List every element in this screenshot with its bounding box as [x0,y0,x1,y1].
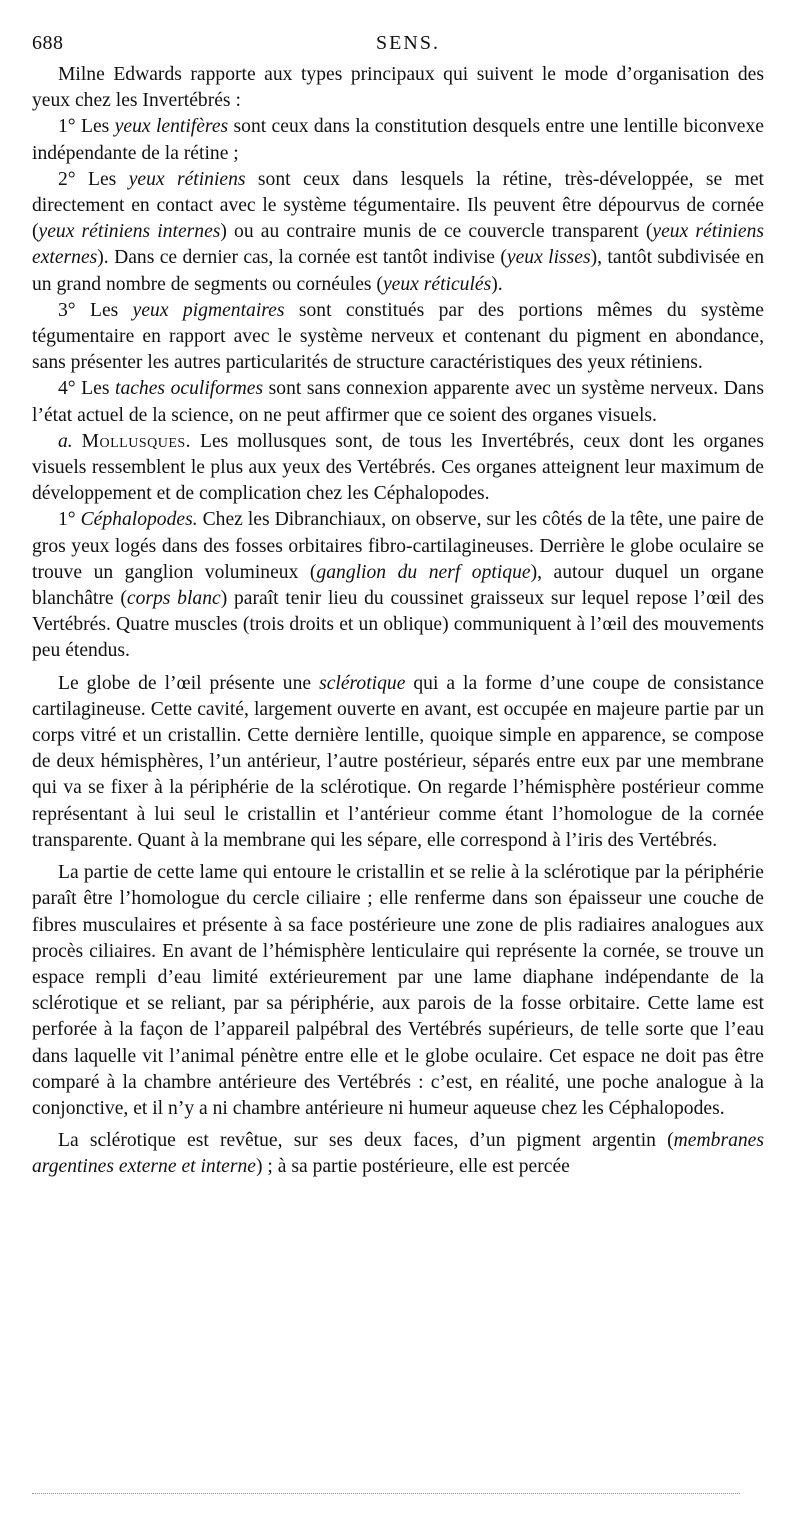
term-membranes-argentines: membranes argentines externe et interne [32,1130,764,1178]
paragraph-cephalopodes: 1° Céphalopodes. Chez les Dibranchiaux, on observe, sur les côtés de la tête, une paire de gros yeux logés dans des fosses orbitaires fibro-cartilagineuses. Derrière le globe oculaire se trouve un ganglion volumineux (ganglion du nerf optique), autour duquel un organe blanchâtre (corps blanc) paraît tenir lieu du coussinet graisseux sur lequel repose l’œil des Vertébrés. Quatre muscles (trois droits et un oblique) communiquent à l’œil des mouvements peu étendus. [32,509,764,662]
term-yeux-retiniens-externes: yeux rétiniens externes [32,221,764,269]
term-yeux-lisses: yeux lisses [506,247,591,269]
term-taches-oculiformes: taches oculiformes [115,378,264,400]
page-number: 688 [32,32,64,54]
running-head: SENS. [376,32,440,54]
paragraph-yeux-pigmentaires: 3° Les yeux pigmentaires sont constitués par des portions mêmes du système tégumentaire en rapport avec le système nerveux et contenant du pigment en abondance, sans présenter les autres particularités de structure caractéristiques des yeux rétiniens. [32,299,765,374]
paragraph-yeux-lentiferes: 1° Les yeux lentifères sont ceux dans la constitution desquels entre une lentille biconvexe indépendante de la rétine ; [32,116,764,164]
term-ganglion-du-nerf-optique: ganglion du nerf optique [316,561,531,583]
paragraph-globe-oeil: Le globe de l’œil présente une sclérotique qui a la forme d’une coupe de consistance cartilagineuse. Cette cavité, largement ouverte en avant, est occupée en majeure partie par un corps vitré et un cristallin. Cette dernière lentille, quoique simple en apparence, se compose de deux hémisphères, l’un antérieur, l’autre postérieur, séparés entre eux par une membrane qui va se fixer à la périphérie de la sclérotique. On regarde l’hémisphère postérieur comme représentant à lui seul le cristallin et l’antérieur comme étant l’homologue de la cornée transparente. Quant à la membrane qui les sépare, elle correspond à l’iris des Vertébrés. [32,672,764,851]
term-yeux-retiniens-internes: yeux rétiniens internes [38,221,221,243]
paragraph-mollusques: a. Mollusques. Les mollusques sont, de tous les Invertébrés, ceux dont les organes visuels ressemblent le plus aux yeux des Vertébrés. Ces organes atteignent leur maximum de développement et de complication chez les Céphalopodes. [32,430,765,505]
term-yeux-lentiferes: yeux lentifères [114,116,229,138]
section-heading-cephalopodes: Céphalopodes. [80,509,198,531]
footer-rule [32,1493,740,1494]
term-corps-blanc: corps blanc [126,588,221,610]
section-letter: a. [58,430,73,452]
page-header [32,28,764,62]
body-text [32,62,764,1181]
term-sclerotique: sclérotique [319,672,406,694]
term-yeux-pigmentaires: yeux pigmentaires [132,299,285,321]
paragraph-taches-oculiformes: 4° Les taches oculiformes sont sans connexion apparente avec un système nerveux. Dans l’état actuel de la science, on ne peut affirmer que ce soient des organes visuels. [32,378,764,426]
term-yeux-reticules: yeux réticulés [382,273,492,295]
paragraph-cercle-ciliaire: La partie de cette lame qui entoure le cristallin et se relie à la sclérotique par la périphérie paraît être l’homologue du cercle ciliaire ; elle renferme dans son épaisseur une couche de fibres musculaires et présente à sa face postérieure une zone de plis radiaires analogues aux procès ciliaires. En avant de l’hémisphère lenticulaire qui représente la cornée, se trouve un espace rempli d’eau limité extérieurement par une lame diaphane indépendante de la sclérotique et se reliant, par sa périphérie, aux parois de la fosse orbitaire. Cette lame est perforée à la façon de l’appareil palpébral des Vertébrés supérieurs, de telle sorte que l’eau dans laquelle vit l’animal pénètre entre elle et le globe oculaire. Cet espace ne doit pas être comparé à la chambre antérieure des Vertébrés : c’est, en réalité, une poche analogue à la conjonctive, et il n’y a ni chambre antérieure ni humeur aqueuse chez les Céphalopodes. [32,862,764,1119]
paragraph-intro: Milne Edwards rapporte aux types principaux qui suivent le mode d’organisation des yeux chez les Invertébrés : [32,64,764,112]
paragraph-pigment-argentin: La sclérotique est revêtue, sur ses deux faces, d’un pigment argentin (membranes argentines externe et interne) ; à sa partie postérieure, elle est percée [32,1130,764,1178]
paragraph-yeux-retiniens: 2° Les yeux rétiniens sont ceux dans lesquels la rétine, très-développée, se met directement en contact avec le système tégumentaire. Ils peuvent être dépourvus de cornée (yeux rétiniens internes) ou au contraire munis de ce couvercle transparent (yeux rétiniens externes). Dans ce dernier cas, la cornée est tantôt indivise (yeux lisses), tantôt subdivisée en un grand nombre de segments ou cornéules (yeux réticulés). [32,168,765,295]
term-yeux-retiniens: yeux rétiniens [128,168,246,190]
section-heading-mollusques: Mollusques. [81,430,192,452]
